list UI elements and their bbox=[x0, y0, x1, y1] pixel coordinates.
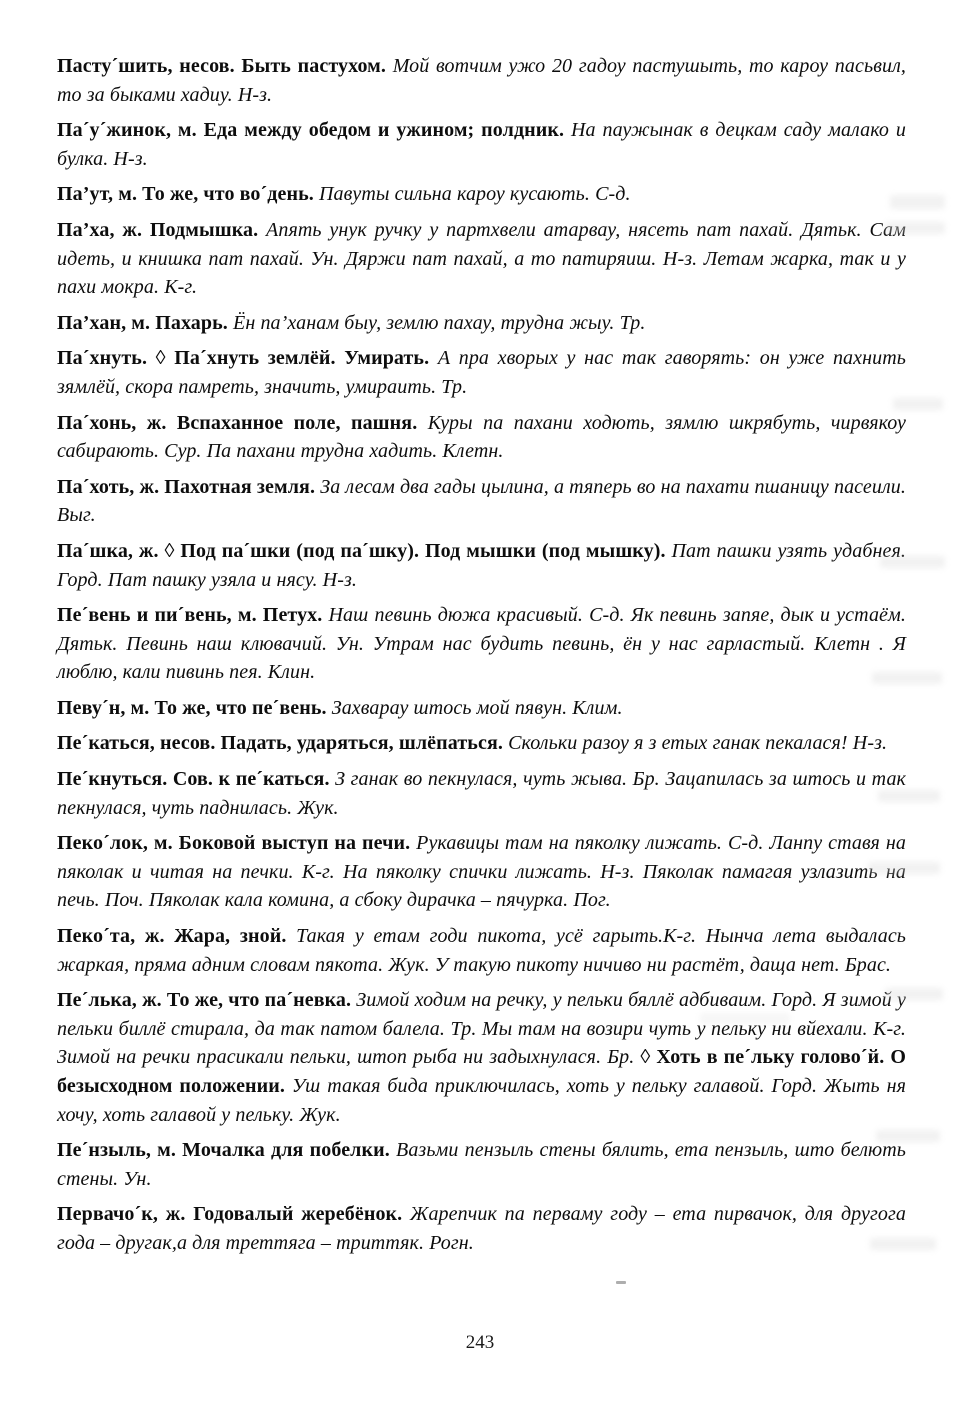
example-text: Зимой ходим на речку, у пельки бяллё адбиваим. Горд. Я зимой у пельки биллё стирала, да так патом балела. Тр. Мы там на возири чуть у пельку ни вйехали. К-г. Зимой на речки прасикали пельки, штоп рыба ни задыхнулася. Бр. ◊ bbox=[57, 989, 906, 1069]
entries-container bbox=[57, 52, 906, 1265]
dictionary-entry bbox=[57, 473, 906, 530]
dictionary-entry bbox=[57, 986, 906, 1129]
headword-and-definition: Па’хан, м. Пахарь. bbox=[57, 311, 233, 334]
example-text: Куры па пахани ходють, зямлю шкрябуть, чирвякоу сабирають. Сур. Па пахани трудна хадить. Клетн. bbox=[57, 411, 906, 463]
example-text: Ён па’ханам быу, землю пахау, трудна жыу. Тр. bbox=[233, 311, 646, 334]
headword-and-definition: Па´хнуть. ◊ Па´хнуть землёй. Умирать. bbox=[57, 347, 438, 370]
example-text: Такая у етам годи пикота, усё гарыть.К-г. Нынча лета выдалась жаркая, пряма адним словам пякота. Жук. У такую пикоту ничиво ни растёт, даща нет. Брас. bbox=[57, 925, 907, 976]
example-text: Уш такая бида приключилась, хоть у пельку галавой. Горд. Жыть ня хочу, хоть галавой у пельку. Жук. bbox=[57, 1075, 906, 1126]
headword-and-definition: Пасту´шить, несов. Быть пастухом. bbox=[57, 55, 393, 77]
dictionary-entry bbox=[57, 765, 906, 822]
headword-and-definition: Пе´кнуться. Сов. к пе´каться. bbox=[57, 768, 336, 791]
example-text: Наш певинь дюжа красивый. С-д. Як певинь запяе, дык и устаём. Дятьк. Певинь наш клювачий. Ун. Утрам нас будить певинь, ён у нас гарластый. Клетн . Я люблю, кали пивинь пея. Клин. bbox=[57, 604, 906, 684]
example-text: Скольки разоу я з етых ганак пекалася! Н-з. bbox=[508, 732, 888, 755]
headword-and-definition: Пе´вень и пи´вень, м. Петух. bbox=[57, 604, 329, 627]
example-text: Апять унук ручку у партхвели атарвау, нясеть пат пахай. Дятьк. Сам идеть, и книшка пат пахай. Ун. Дяржи пат пахай, а то патиряиш. Н-з. Летам жарка, так и у пахи мокра. К-г. bbox=[57, 218, 906, 299]
headword-and-definition: Пеко´лок, м. Боковой выступ на печи. bbox=[57, 832, 417, 855]
dictionary-entry bbox=[57, 216, 906, 302]
headword-and-definition: Па´у´жинок, м. Еда между обедом и ужином; полдник. bbox=[57, 119, 572, 142]
example-text: Рукавицы там на пяколку лижать. С-д. Ланпу ставя на пяколак и читая на печки. К-г. На пяколку спички лижать. Н-з. Пяколак памагая узлазить на печь. Поч. Пяколак кала комина, а сбоку дирачка – пячурка. Пог. bbox=[57, 832, 906, 912]
headword-and-definition: Хоть в пе´льку голово´й. О безысходном положении. bbox=[57, 1046, 906, 1097]
example-text: Вазьми пензыль стены бялить, ета пензыль, што белють стены. Ун. bbox=[57, 1139, 906, 1190]
dictionary-entry bbox=[57, 1136, 906, 1193]
scan-dash-artifact bbox=[616, 1281, 626, 1284]
dictionary-entry bbox=[57, 829, 906, 915]
example-text: Мой вотчим ужо 20 гадоу пастушыть, то кароу пасьвил, то за быками хадиу. Н-з. bbox=[57, 55, 906, 106]
headword-and-definition: Па´шка, ж. ◊ Под па´шки (под па´шку). Под мышки (под мышку). bbox=[57, 539, 672, 562]
page-number: 243 bbox=[465, 1332, 495, 1353]
headword-and-definition: Пеко´та, ж. Жара, зной. bbox=[57, 925, 297, 948]
example-text: На паужынак в децкам саду малако и булка. Н-з. bbox=[57, 119, 906, 170]
example-text: За лесам два гады цылина, а тяперь во на пахати пшаницу пасеили. Выг. bbox=[57, 475, 906, 527]
headword-and-definition: Па’ха, ж. Подмышка. bbox=[57, 218, 267, 241]
dictionary-entry bbox=[57, 344, 906, 401]
dictionary-entry bbox=[57, 601, 906, 687]
dictionary-entry bbox=[57, 694, 906, 723]
example-text: З ганак во пекнулася, чуть жыва. Бр. Зацапилась за штось и так пекнулася, чуть паднилась. Жук. bbox=[57, 768, 906, 819]
example-text: Жарепчик па первaму году – ета пирвачок, для другога года – другак,а для треттяга – триттяк. Рогн. bbox=[57, 1203, 906, 1254]
dictionary-entry bbox=[57, 729, 906, 758]
headword-and-definition: Пе´лька, ж. То же, что па´невка. bbox=[57, 989, 357, 1012]
headword-and-definition: Первачо´к, ж. Годовалый жеребёнок. bbox=[57, 1203, 411, 1226]
dictionary-entry bbox=[57, 52, 906, 109]
headword-and-definition: Певу´н, м. То же, что пе´вень. bbox=[57, 696, 332, 719]
headword-and-definition: Па´хоть, ж. Пахотная земля. bbox=[57, 475, 321, 498]
headword-and-definition: Пе´нзыль, м. Мочалка для побелки. bbox=[57, 1139, 397, 1162]
example-text: А пра хворых у нас так гаворять: он уже пахнить зямлёй, скора памреть, значить, умираить. Тр. bbox=[57, 347, 906, 398]
dictionary-entry bbox=[57, 180, 906, 209]
headword-and-definition: Пе´каться, несов. Падать, ударяться, шлёпаться. bbox=[57, 732, 509, 755]
headword-and-definition: Па’ут, м. То же, что во´день. bbox=[57, 183, 319, 206]
example-text: Пат пашки узять удабнея. Горд. Пат пашку узяла и нясу. Н-з. bbox=[57, 539, 906, 591]
example-text: Захварау штось мой пявун. Клим. bbox=[331, 696, 623, 719]
headword-and-definition: Па´хонь, ж. Вспаханное поле, пашня. bbox=[57, 411, 428, 434]
dictionary-entry bbox=[57, 309, 906, 338]
dictionary-entry bbox=[57, 1200, 906, 1257]
dictionary-entry bbox=[57, 537, 906, 594]
example-text: Павуты сильна кароу кусають. С-д. bbox=[318, 183, 631, 206]
dictionary-entry bbox=[57, 922, 906, 979]
dictionary-entry bbox=[57, 116, 906, 173]
dictionary-entry bbox=[57, 409, 906, 466]
